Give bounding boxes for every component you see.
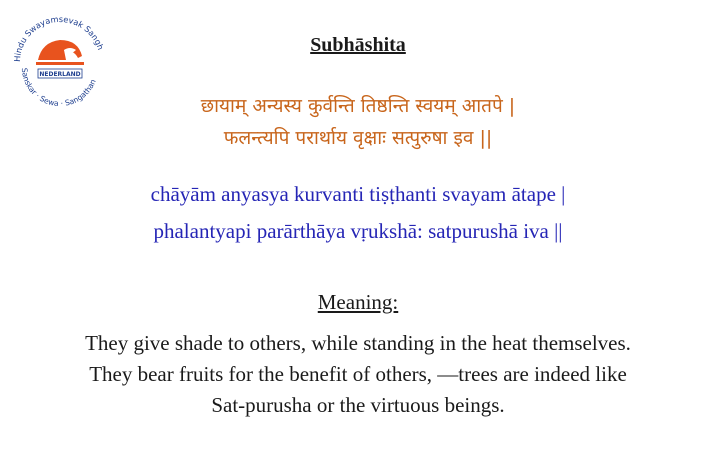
meaning-line-3: Sat-purusha or the virtuous beings. bbox=[211, 393, 505, 417]
transliteration-line-1: chāyām anyasya kurvanti tiṣṭhanti svayam ātape | bbox=[150, 182, 566, 206]
sanskrit-line-2: फलन्त्यपि परार्थाय वृक्षाः सत्पुरुषा इव || bbox=[223, 127, 493, 149]
transliteration-line-2: phalantyapi parārthāya vṛukshā: satpurushā iva || bbox=[153, 219, 563, 243]
sanskrit-line-1: छायाम् अन्यस्य कुर्वन्ति तिष्ठन्ति स्वयम् आतपे | bbox=[200, 95, 516, 117]
logo-ring-text-bottom: Sanskar · Sewa · Sangathan bbox=[19, 67, 98, 109]
page-title: Subhāshita bbox=[310, 34, 406, 56]
meaning-heading: Meaning: bbox=[317, 290, 399, 314]
meaning-line-1: They give shade to others, while standing in the heat themselves. bbox=[85, 331, 631, 355]
logo-ring-text-top: Hindu Swayamsevak Sangh bbox=[11, 13, 106, 63]
meaning-line-2: They bear fruits for the benefit of others, —trees are indeed like bbox=[89, 362, 627, 386]
meaning-text bbox=[0, 328, 716, 421]
logo-center-text: NEDERLAND bbox=[39, 71, 81, 78]
